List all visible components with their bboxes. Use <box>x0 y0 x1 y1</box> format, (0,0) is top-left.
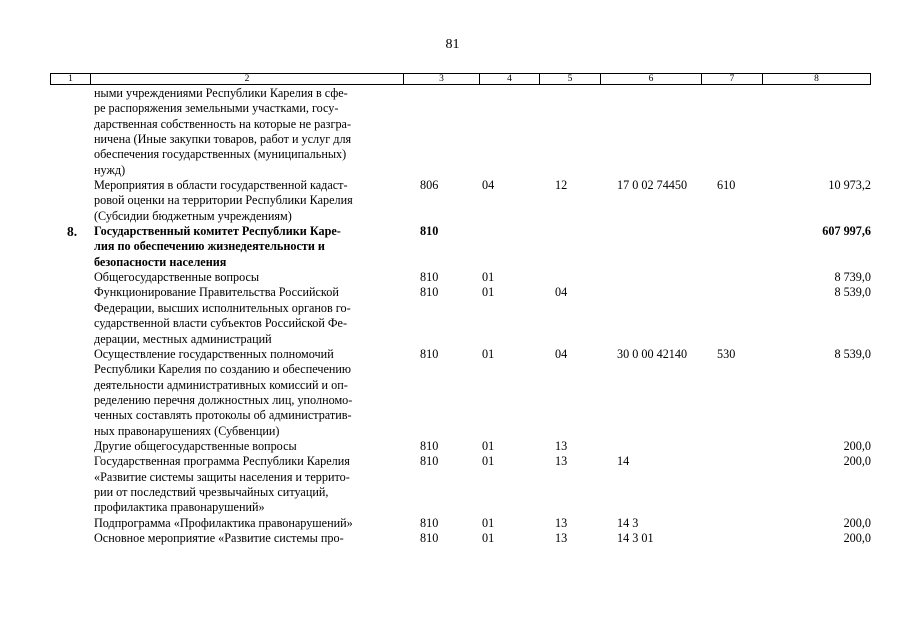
cell-ministry-code: 810 <box>420 438 439 453</box>
table-row <box>50 270 871 285</box>
table-row <box>50 531 871 546</box>
cell-subsection: 12 <box>555 178 568 193</box>
cell-target-article: 30 0 00 42140 <box>617 346 688 361</box>
row-name-line: дарственная собственность на которые не разгра- <box>94 116 352 131</box>
table-row <box>50 86 871 178</box>
row-name-line: ре распоряжения земельными участками, госу- <box>94 101 339 116</box>
table-header-row <box>50 73 871 85</box>
cell-amount: 10 973,2 <box>828 178 871 193</box>
row-name-line: нужд) <box>94 162 126 177</box>
row-name-line: деятельности административных комиссий и оп- <box>94 377 348 392</box>
row-name-line: дерации, местных администраций <box>94 331 272 346</box>
cell-expense-type: 610 <box>717 178 736 193</box>
table-row <box>50 439 871 454</box>
table-body <box>50 86 871 546</box>
header-cell-3: 3 <box>404 74 480 84</box>
row-name-line: ровой оценки на территории Республики Карелия <box>94 193 353 208</box>
row-name-line: обеспечения государственных (муниципальных) <box>94 147 347 162</box>
header-cell-4: 4 <box>480 74 540 84</box>
header-cell-1: 1 <box>51 74 91 84</box>
cell-target-article: 14 3 01 <box>617 530 654 545</box>
row-name-line: ных правонарушениях (Субвенции) <box>94 423 280 438</box>
row-name-line: безопасности населения <box>94 254 227 269</box>
row-name-line: ничена (Иные закупки товаров, работ и услуг для <box>94 132 352 147</box>
cell-section: 01 <box>482 270 495 285</box>
row-name <box>94 178 410 224</box>
row-name-line: Подпрограмма «Профилактика правонарушений» <box>94 515 353 530</box>
cell-amount: 607 997,6 <box>822 224 871 239</box>
row-name-line: Мероприятия в области государственной кадаст- <box>94 178 348 193</box>
table-row <box>50 454 871 515</box>
row-name-line: (Субсидии бюджетным учреждениям) <box>94 208 292 223</box>
row-name <box>94 454 410 515</box>
cell-subsection: 13 <box>555 438 568 453</box>
cell-subsection: 13 <box>555 454 568 469</box>
cell-ministry-code: 810 <box>420 270 439 285</box>
row-name-line: Осуществление государственных полномочий <box>94 346 334 361</box>
cell-amount: 8 539,0 <box>834 285 871 300</box>
cell-section: 01 <box>482 346 495 361</box>
cell-amount: 200,0 <box>843 530 871 545</box>
cell-expense-type: 530 <box>717 346 736 361</box>
cell-ministry-code: 806 <box>420 178 439 193</box>
cell-amount: 200,0 <box>843 438 871 453</box>
table-row <box>50 178 871 224</box>
row-number: 8. <box>66 224 78 240</box>
cell-target-article: 14 3 <box>617 515 639 530</box>
cell-amount: 200,0 <box>843 454 871 469</box>
cell-ministry-code: 810 <box>420 454 439 469</box>
row-name-line: Общегосударственные вопросы <box>94 270 260 285</box>
row-name <box>94 531 410 546</box>
table-row <box>50 224 871 270</box>
cell-section: 01 <box>482 515 495 530</box>
cell-subsection: 13 <box>555 515 568 530</box>
row-name-line: сударственной власти субъектов Российской Фе- <box>94 316 348 331</box>
row-name-line: Республики Карелия по созданию и обеспечению <box>94 362 352 377</box>
row-name <box>94 347 410 439</box>
row-name-line: ределению перечня должностных лиц, уполномо- <box>94 392 353 407</box>
table-row <box>50 347 871 439</box>
cell-section: 01 <box>482 438 495 453</box>
row-name-line: Другие общегосударственные вопросы <box>94 438 297 453</box>
cell-subsection: 13 <box>555 530 568 545</box>
cell-target-article: 14 <box>617 454 630 469</box>
cell-subsection: 04 <box>555 285 568 300</box>
row-name-line: ченных составлять протоколы об административ- <box>94 408 352 423</box>
cell-ministry-code: 810 <box>420 224 439 239</box>
cell-ministry-code: 810 <box>420 530 439 545</box>
row-name-line: ными учреждениями Республики Карелия в сфе- <box>94 86 348 100</box>
row-name-line: «Развитие системы защиты населения и террито- <box>94 469 350 484</box>
row-name-line: лия по обеспечению жизнедеятельности и <box>94 239 325 254</box>
cell-amount: 200,0 <box>843 515 871 530</box>
header-cell-5: 5 <box>540 74 601 84</box>
cell-ministry-code: 810 <box>420 515 439 530</box>
cell-ministry-code: 810 <box>420 285 439 300</box>
cell-target-article: 17 0 02 74450 <box>617 178 688 193</box>
row-name-line: Государственный комитет Республики Каре- <box>94 224 341 239</box>
row-name <box>94 86 410 178</box>
cell-amount: 8 539,0 <box>834 346 871 361</box>
table-row <box>50 285 871 346</box>
page-number: 81 <box>445 37 460 52</box>
cell-section: 01 <box>482 454 495 469</box>
cell-section: 01 <box>482 285 495 300</box>
header-cell-6: 6 <box>601 74 702 84</box>
header-cell-7: 7 <box>702 74 763 84</box>
header-cell-2: 2 <box>91 74 404 84</box>
row-name <box>94 285 410 346</box>
row-name-line: рии от последствий чрезвычайных ситуаций, <box>94 484 329 499</box>
table-row <box>50 516 871 531</box>
row-name-line: Государственная программа Республики Карелия <box>94 454 350 469</box>
row-name-line: профилактика правонарушений» <box>94 500 265 515</box>
row-name-line: Федерации, высших исполнительных органов го- <box>94 300 351 315</box>
cell-section: 01 <box>482 530 495 545</box>
cell-amount: 8 739,0 <box>834 270 871 285</box>
cell-section: 04 <box>482 178 495 193</box>
row-name <box>94 224 410 270</box>
row-name <box>94 439 410 454</box>
header-cell-8: 8 <box>814 74 819 84</box>
row-name-line: Функционирование Правительства Российской <box>94 285 339 300</box>
row-name-line: Основное мероприятие «Развитие системы про- <box>94 530 344 545</box>
row-name <box>94 516 410 531</box>
cell-subsection: 04 <box>555 346 568 361</box>
row-name <box>94 270 410 285</box>
cell-ministry-code: 810 <box>420 346 439 361</box>
